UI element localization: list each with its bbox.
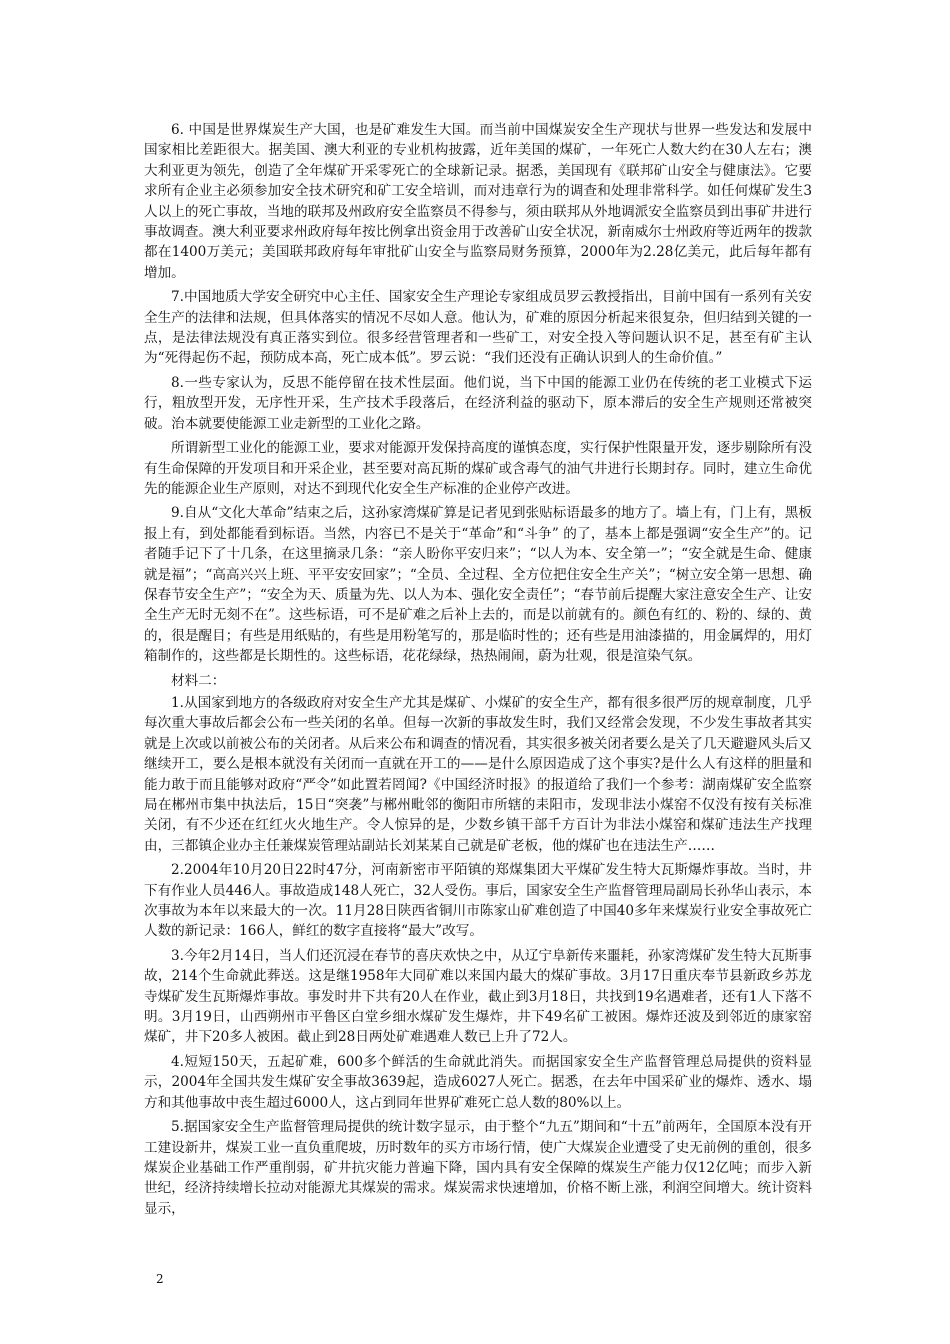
material-two-paragraph-2: 2.2004年10月20日22时47分，河南新密市平陌镇的郑煤集团大平煤矿发生特大瓦斯爆炸事故。当时，井下有作业人员446人。事故造成148人死亡，32人受伤。事后，国家安全生产监督管理局副局长孙华山表示，本次事故为本年以来最大的一次。11月28日陕西省铜川市陈家山矿难创造了中国40多年来煤炭行业安全事故死亡人数的新记录：166人，鲜红的数字直接将“最大”改写。	[144, 862, 812, 940]
paragraph-6: 6. 中国是世界煤炭生产大国，也是矿难发生大国。而当前中国煤炭安全生产现状与世界一些发达和发展中国家相比差距很大。据美国、澳大利亚的专业机构披露，近年美国的煤矿，一年死亡人数大约在30人左右；澳大利亚更为领先，创造了全年煤矿开采零死亡的全球新记录。据悉，美国现有《联邦矿山安全与健康法》。它要求所有企业主必须参加安全技术研究和矿工安全培训，而对违章行为的调查和处理非常科学。如任何煤矿发生3人以上的死亡事故，当地的联邦及州政府安全监察员不得参与，须由联邦从外地调派安全监察员到出事矿井进行事故调查。澳大利亚要求州政府每年按比例拿出资金用于改善矿山安全状况，新南威尔士州政府等近两年的拨款都在1400万美元；美国联邦政府每年审批矿山安全与监察局财务预算，2000年为2.28亿美元，此后每年都有增加。	[144, 122, 812, 281]
page-number: 2	[156, 1272, 164, 1286]
section-heading-material-two: 材料二：	[171, 672, 226, 689]
body-text	[144, 120, 812, 1223]
material-two-paragraph-3: 3.今年2月14日，当人们还沉浸在春节的喜庆欢快之中，从辽宁阜新传来噩耗，孙家湾煤矿发生特大瓦斯事故，214个生命就此葬送。这是继1958年大同矿难以来国内最大的煤矿事故。3月17日重庆奉节县新政乡苏龙寺煤矿发生瓦斯爆炸事故。事发时井下共有20人在作业，截止到3月18日，共找到19名遇难者，还有1人下落不明。3月19日，山西朔州市平鲁区白堂乡细水煤矿发生爆炸，井下49名矿工被困。爆炸还波及到邻近的康家窑煤矿，井下20多人被困。截止到28日两处矿难遇难人数已上升了72人。	[144, 947, 812, 1046]
material-two-paragraph-4: 4.短短150天，五起矿难，600多个鲜活的生命就此消失。而据国家安全生产监督管理总局提供的资料显示，2004年全国共发生煤矿安全事故3639起，造成6027人死亡。据悉，在去年中国采矿业的爆炸、透水、塌方和其他事故中丧生超过6000人，这占到同年世界矿难死亡总人数的80%以上。	[144, 1053, 812, 1111]
paragraph-9: 9.自从“文化大革命”结束之后，这孙家湾煤矿算是记者见到张贴标语最多的地方了。墙上有，门上有，黑板报上有，到处都能看到标语。当然，内容已不是关于“革命”和“斗争” 的了，基本上都是强调“安全生产”的。记者随手记下了十几条，在这里摘录几条：“亲人盼你平安归来”；“以人为本、安全第一”；“安全就是生命、健康就是福”；“高高兴兴上班、平平安安回家”；“全员、全过程、全方位把住安全生产关”；“树立安全第一思想、确保春节安全生产”；“安全为天、质量为先、以人为本、强化安全责任”；“春节前后提醒大家注意安全生产、让安全生产无时无刻不在”。这些标语，可不是矿难之后补上去的，而是以前就有的。颜色有红的、粉的、绿的、黄的，很是醒目；有些是用纸贴的，有些是用粉笔写的，那是临时性的；还有些是用油漆描的，用金属焊的，用灯箱制作的，这些都是长期性的。这些标语，花花绿绿，热热闹闹，蔚为壮观，很是渲染气氛。	[144, 505, 812, 665]
paragraph-7: 7.中国地质大学安全研究中心主任、国家安全生产理论专家组成员罗云教授指出，目前中国有一系列有关安全生产的法律和法规，但具体落实的情况不尽如人意。他认为，矿难的原因分析起来很复杂，但归结到关键的一点，是法律法规没有真正落实到位。很多经营管理者和一些矿工，对安全投入等问题认识不足，甚至有矿主认为“死得起伤不起，预防成本高，死亡成本低”。罗云说：“我们还没有正确认识到人的生命价值。”	[144, 289, 812, 367]
paragraph-8: 8.一些专家认为，反思不能停留在技术性层面。他们说，当下中国的能源工业仍在传统的老工业模式下运行，粗放型开发，无序性开采，生产技术手段落后，在经济利益的驱动下，原本滞后的安全生产规则还常被突破。治本就要使能源工业走新型的工业化之路。	[144, 374, 812, 432]
paragraph-new-industrialization: 所谓新型工业化的能源工业，要求对能源开发保持高度的谨慎态度，实行保护性限量开发，逐步剔除所有没有生命保障的开发项目和开采企业，甚至要对高瓦斯的煤矿或含毒气的油气井进行长期封存。同时，建立生命优先的能源企业生产原则，对达不到现代化安全生产标准的企业停产改进。	[144, 440, 812, 497]
material-two-paragraph-1: 1.从国家到地方的各级政府对安全生产尤其是煤矿、小煤矿的安全生产，都有很多很严厉的规章制度，几乎每次重大事故后都会公布一些关闭的名单。但每一次新的事故发生时，我们又经常会发现，不少发生事故者其实就是上次或以前被公布的关闭者。从后来公布和调查的情况看，其实很多被关闭者要么是关了几天避避风头后又继续开工，要么是根本就没有关闭而一直就在开工的——是什么原因造成了这个事实?是什么人有这样的胆量和能力敢于而且能够对政府“严令”如此置若罔闻?《中国经济时报》的报道给了我们一个参考：湖南煤矿安全监察局在郴州市集中执法后，15日“突袭”与郴州毗邻的衡阳市所辖的耒阳市，发现非法小煤窑不仅没有按有关标准关闭，有不少还在红红火火地生产。令人惊异的是，少数乡镇干部千方百计为非法小煤窑和煤矿违法生产找理由，三都镇企业办主任兼煤炭管理站副站长刘某某自己就是矿老板，他的煤矿也在违法生产……	[144, 694, 812, 854]
material-two-paragraph-5: 5.据国家安全生产监督管理局提供的统计数字显示，由于整个“九五”期间和“十五”前两年，全国原本没有开工建设新井，煤炭工业一直负重爬坡，历时数年的买方市场行情，使广大煤炭企业遭受了史无前例的重创，很多煤炭企业基础工作严重削弱，矿井抗灾能力普遍下降，国内具有安全保障的煤炭生产能力仅12亿吨；而步入新世纪，经济持续增长拉动对能源尤其煤炭的需求。煤炭需求快速增加，价格不断上涨，利润空间增大。统计资料显示，	[144, 1119, 812, 1217]
